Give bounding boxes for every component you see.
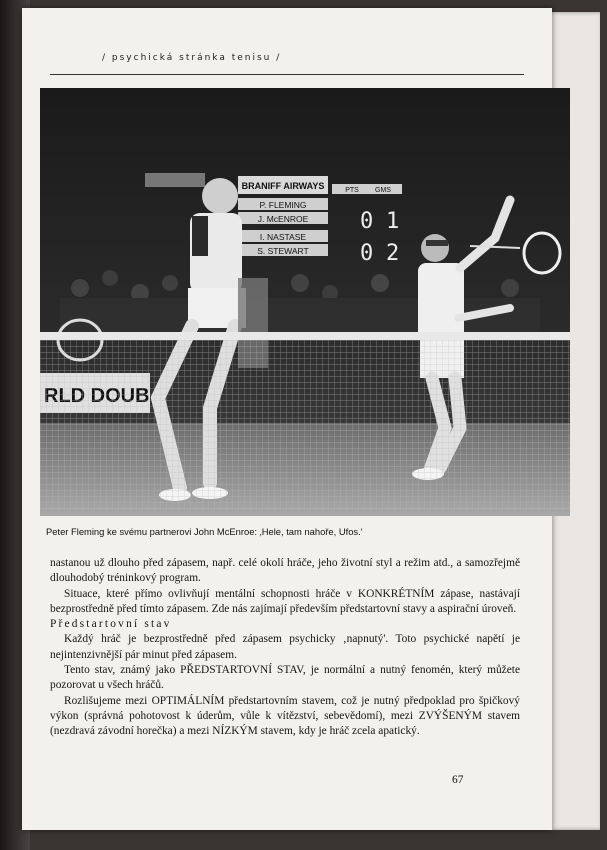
page-number: 67 [452, 774, 464, 786]
scoreboard-row-3-name: I. NASTASE [259, 232, 307, 242]
header-rule [50, 74, 524, 75]
net-mesh [40, 340, 570, 510]
running-header: / psychická stránka tenisu / [102, 53, 282, 63]
scoreboard-row-1-name: P. FLEMING [259, 200, 307, 210]
paragraph-3: Každý hráč je bezprostředně před zápasem psychicky ‚napnutý'. Toto psychické napětí je nejintenzivnější pár minut před zápasem. [50, 633, 520, 661]
scoreboard-col-1: PTS [345, 187, 359, 194]
scoreboard-score-3: 0 [360, 241, 374, 266]
scoreboard-sponsor: BRANIFF AIRWAYS [241, 181, 325, 191]
scoreboard-row-4-name: S. STEWART [257, 246, 309, 256]
paragraph-2: Situace, které přímo ovlivňují mentální schopnosti hráče v KONKRÉTNÍM zápase, nastávají bezprostředně před tímto zápasem. Zde nás zajímají především předstartovní stavy a aspirační úroveň. [50, 587, 520, 615]
photo-caption: Peter Fleming ke svému partnerovi John McEnroe: ‚Hele, tam nahoře, Ufos.' [46, 526, 363, 537]
paragraph-4: Tento stav, známý jako PŘEDSTARTOVNÍ STAV, je normální a nutný fenomén, který můžete pozorovat u všech hráčů. [50, 664, 520, 692]
scoreboard-score-4: 2 [386, 241, 400, 266]
net-band [40, 332, 570, 340]
tennis-photo [40, 88, 570, 516]
scoreboard-col-2: GMS [375, 187, 391, 194]
scoreboard-score-2: 1 [386, 209, 400, 234]
scoreboard-row-2-name: J. McENROE [257, 214, 309, 224]
scoreboard-score-1: 0 [360, 209, 374, 234]
paragraph-1: nastanou už dlouho před zápasem, např. celé okolí hráče, jeho životní styl a režim atd., a samozřejmě dlouhodobý tréninkový program. [50, 557, 520, 585]
body-text [50, 556, 520, 740]
book-page [22, 8, 552, 830]
paragraph-5: Rozlišujeme mezi OPTIMÁLNÍM předstartovním stavem, což je nutný předpoklad pro špičkový výkon (správná pohotovost k úderům, vůle k vítězství, sebevědomí), mezi ZVÝŠENÝM stavem (nezdravá závodní horečka) a mezi NÍZKÝM stavem, kdy je hráč zcela apatický. [50, 694, 520, 738]
section-subheading: Předstartovní stav [50, 618, 172, 631]
